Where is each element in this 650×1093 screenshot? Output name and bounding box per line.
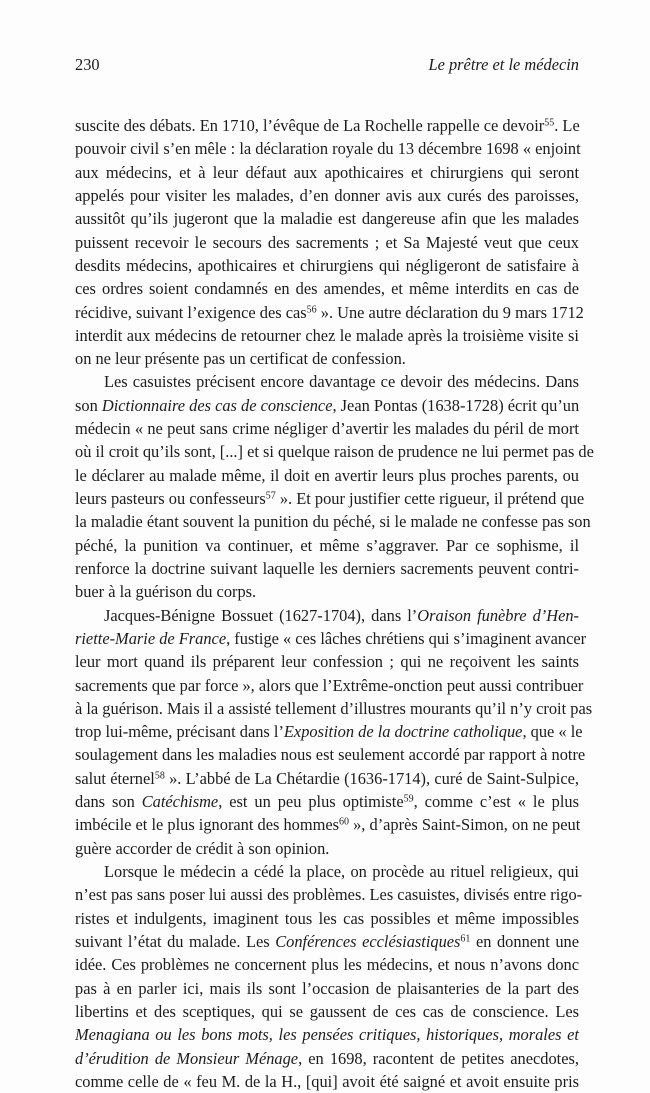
page-header xyxy=(75,55,579,75)
text-line xyxy=(75,604,579,627)
italic-text: Catéchisme xyxy=(141,792,219,812)
text-segment: desdits médecins, apothicaires et chirurgiens qui négligeront de satisfaire à xyxy=(75,255,579,275)
text-line xyxy=(75,347,579,370)
text-segment: leurs pasteurs ou confesseurs xyxy=(75,489,266,508)
italic-text: Menagiana ou les bons mots, les pensées critiques, historiques, morales et xyxy=(75,1025,579,1045)
text-segment: , est un peu plus optimiste xyxy=(218,792,404,812)
text-line xyxy=(75,1047,579,1070)
text-line xyxy=(75,674,584,697)
italic-text: riette-Marie de France xyxy=(75,628,227,648)
text-segment: , comme c’est « le plus xyxy=(413,792,580,812)
text-line xyxy=(75,930,579,953)
text-line xyxy=(75,161,579,184)
text-line xyxy=(75,1070,579,1093)
text-segment: guère accorder de crédit à son opinion. xyxy=(75,838,330,858)
footnote-ref: 55 xyxy=(544,117,555,129)
text-segment: ». Une autre déclaration du 9 mars 1712 xyxy=(316,302,584,322)
text-segment: péché, la punition va continuer, et même s’aggraver. Par ce sophisme, il xyxy=(75,535,579,555)
text-segment: comme celle de « feu M. de la H., [qui] avoit été saigné et avoit ensuite pris xyxy=(75,1071,579,1091)
footnote-ref: 59 xyxy=(403,793,414,805)
italic-text: Exposition de la doctrine catholique xyxy=(283,722,523,742)
text-segment: suscite des débats. En 1710, l’évêque de La Rochelle rappelle ce devoir xyxy=(75,116,545,135)
text-segment: dans son xyxy=(75,792,142,812)
text-line xyxy=(75,394,579,417)
footnote-ref: 60 xyxy=(339,816,350,828)
text-segment: suivant l’état du malade. Les xyxy=(75,931,276,951)
body-text xyxy=(75,114,594,1093)
text-segment: , en 1698, racontent de petites anecdotes, xyxy=(298,1048,579,1068)
text-line xyxy=(75,697,593,720)
text-segment: où il croit qu’ils sont, [...] et si quelque raison de prudence ne lui permet pas de xyxy=(75,442,594,462)
text-line xyxy=(75,1023,579,1046)
text-line xyxy=(75,557,579,580)
text-segment: buer à la guérison du corps. xyxy=(75,582,257,602)
text-segment: aussitôt qu’ils jugeront que la maladie est dangereuse afin que les malades xyxy=(75,209,579,229)
text-line xyxy=(75,184,579,207)
text-line xyxy=(75,767,579,790)
text-segment: la maladie étant souvent la punition du péché, si le malade ne confesse pas son xyxy=(75,512,591,532)
text-line xyxy=(75,534,579,557)
text-segment: interdit aux médecins de retourner chez le malade après la troisième visite si xyxy=(75,325,579,345)
text-line xyxy=(75,860,579,883)
text-line xyxy=(75,254,579,277)
footnote-ref: 61 xyxy=(460,933,471,945)
text-segment: ces ordres soient condamnés en des amendes, et même interdits en cas de xyxy=(75,279,579,299)
text-segment: le déclarer au malade même, il doit en avertir leurs plus proches parents, ou xyxy=(75,465,579,485)
text-line xyxy=(75,301,584,324)
page-number: 230 xyxy=(75,55,100,74)
text-line xyxy=(75,137,579,160)
italic-text: Oraison funèbre d’Hen- xyxy=(417,605,580,625)
text-line xyxy=(75,417,579,440)
text-segment: aux médecins, et à leur défaut aux apothicaires et chirurgiens qui seront xyxy=(75,162,579,182)
text-line xyxy=(75,207,579,230)
text-segment: ». Et pour justifier cette rigueur, il prétend que xyxy=(275,489,585,508)
text-segment: leur mort quand ils préparent leur confession ; qui ne reçoivent les saints xyxy=(75,652,579,672)
italic-text: Dictionnaire des cas de conscience xyxy=(101,395,333,415)
text-segment: », d’après Saint-Simon, on ne peut xyxy=(349,815,581,835)
text-segment: Jacques-Bénigne Bossuet (1627-1704), dans l’ xyxy=(104,605,418,625)
text-segment: idée. Ces problèmes ne concernent plus les médecins, et nous n’avons donc xyxy=(75,955,579,975)
text-segment: pas à en parler ici, mais ils sont l’occasion de plaisanteries de la part des xyxy=(75,978,579,998)
text-line xyxy=(75,977,579,1000)
text-segment: renforce la doctrine suivant laquelle les derniers sacrements peuvent contri- xyxy=(75,558,579,578)
running-title: Le prêtre et le médecin xyxy=(428,55,579,74)
text-line xyxy=(75,790,579,813)
text-line xyxy=(75,627,587,650)
text-line xyxy=(75,650,579,673)
text-segment: soulagement dans les maladies nous est seulement accordé par rapport à notre xyxy=(75,745,586,765)
text-segment: , que « le xyxy=(522,722,583,742)
text-line xyxy=(75,114,579,137)
footnote-ref: 57 xyxy=(265,490,276,502)
text-line xyxy=(75,907,579,930)
text-segment: Lorsque le médecin a cédé la place, on procède au rituel religieux, qui xyxy=(104,862,579,881)
text-segment: médecin « ne peut sans crime négliger d’avertir les malades du péril de mort xyxy=(75,419,579,439)
text-line xyxy=(75,231,579,254)
text-segment: en donnent une xyxy=(470,931,580,951)
italic-text: d’érudition de Monsieur Ménage xyxy=(75,1048,299,1068)
text-line xyxy=(75,953,579,976)
text-segment: ristes et indulgents, imaginent tous les cas possibles et même impossibles xyxy=(75,908,579,928)
text-segment: , Jean Pontas (1638-1728) écrit qu’un xyxy=(332,395,580,415)
text-segment: salut éternel xyxy=(75,768,155,788)
text-line xyxy=(75,580,579,603)
text-line xyxy=(75,277,579,300)
text-segment: on ne leur présente pas un certificat de confession. xyxy=(75,349,406,369)
text-segment: n’est pas sans poser lui aussi des problèmes. Les casuistes, divisés entre rigo- xyxy=(75,885,583,905)
text-line xyxy=(75,837,579,860)
text-segment: Les casuistes précisent encore davantage ce devoir des médecins. Dans xyxy=(104,372,579,392)
text-segment: . Le xyxy=(554,116,580,135)
text-line xyxy=(75,720,583,743)
text-line xyxy=(75,487,585,510)
text-segment: son xyxy=(75,395,102,415)
text-segment: puissent recevoir le secours des sacrements ; et Sa Majesté veut que ceux xyxy=(75,232,579,252)
text-segment: libertins et des sceptiques, qui se gaussent de ces cas de conscience. Les xyxy=(75,1001,579,1021)
text-line xyxy=(75,324,579,347)
text-line xyxy=(75,883,583,906)
text-line xyxy=(75,464,579,487)
text-line xyxy=(75,510,591,533)
text-line xyxy=(75,813,579,836)
italic-text: Conférences ecclésiastiques xyxy=(275,931,461,951)
text-segment: , fustige « ces lâches chrétiens qui s’imaginent avancer xyxy=(226,628,587,648)
text-segment: sacrements que par force », alors que l’Extrême-onction peut aussi contribuer xyxy=(75,675,584,695)
text-segment: pouvoir civil s’en mêle : la déclaration royale du 13 décembre 1698 « enjoint xyxy=(75,139,581,159)
text-segment: imbécile et le plus ignorant des hommes xyxy=(75,815,340,835)
text-segment: ». L’abbé de La Chétardie (1636-1714), curé de Saint-Sulpice, xyxy=(164,768,580,788)
text-line xyxy=(75,743,586,766)
text-segment: récidive, suivant l’exigence des cas xyxy=(75,302,307,322)
text-segment: trop lui-même, précisant dans l’ xyxy=(75,722,284,742)
text-line xyxy=(75,370,579,393)
text-segment: appelés pour visiter les malades, d’en donner avis aux curés des paroisses, xyxy=(75,185,579,205)
text-line xyxy=(75,1000,579,1023)
text-segment: à la guérison. Mais il a assisté tellement d’illustres mourants qu’il n’y croit pas xyxy=(75,698,593,718)
text-line xyxy=(75,440,594,463)
footnote-ref: 56 xyxy=(306,304,317,315)
footnote-ref: 58 xyxy=(154,770,165,782)
